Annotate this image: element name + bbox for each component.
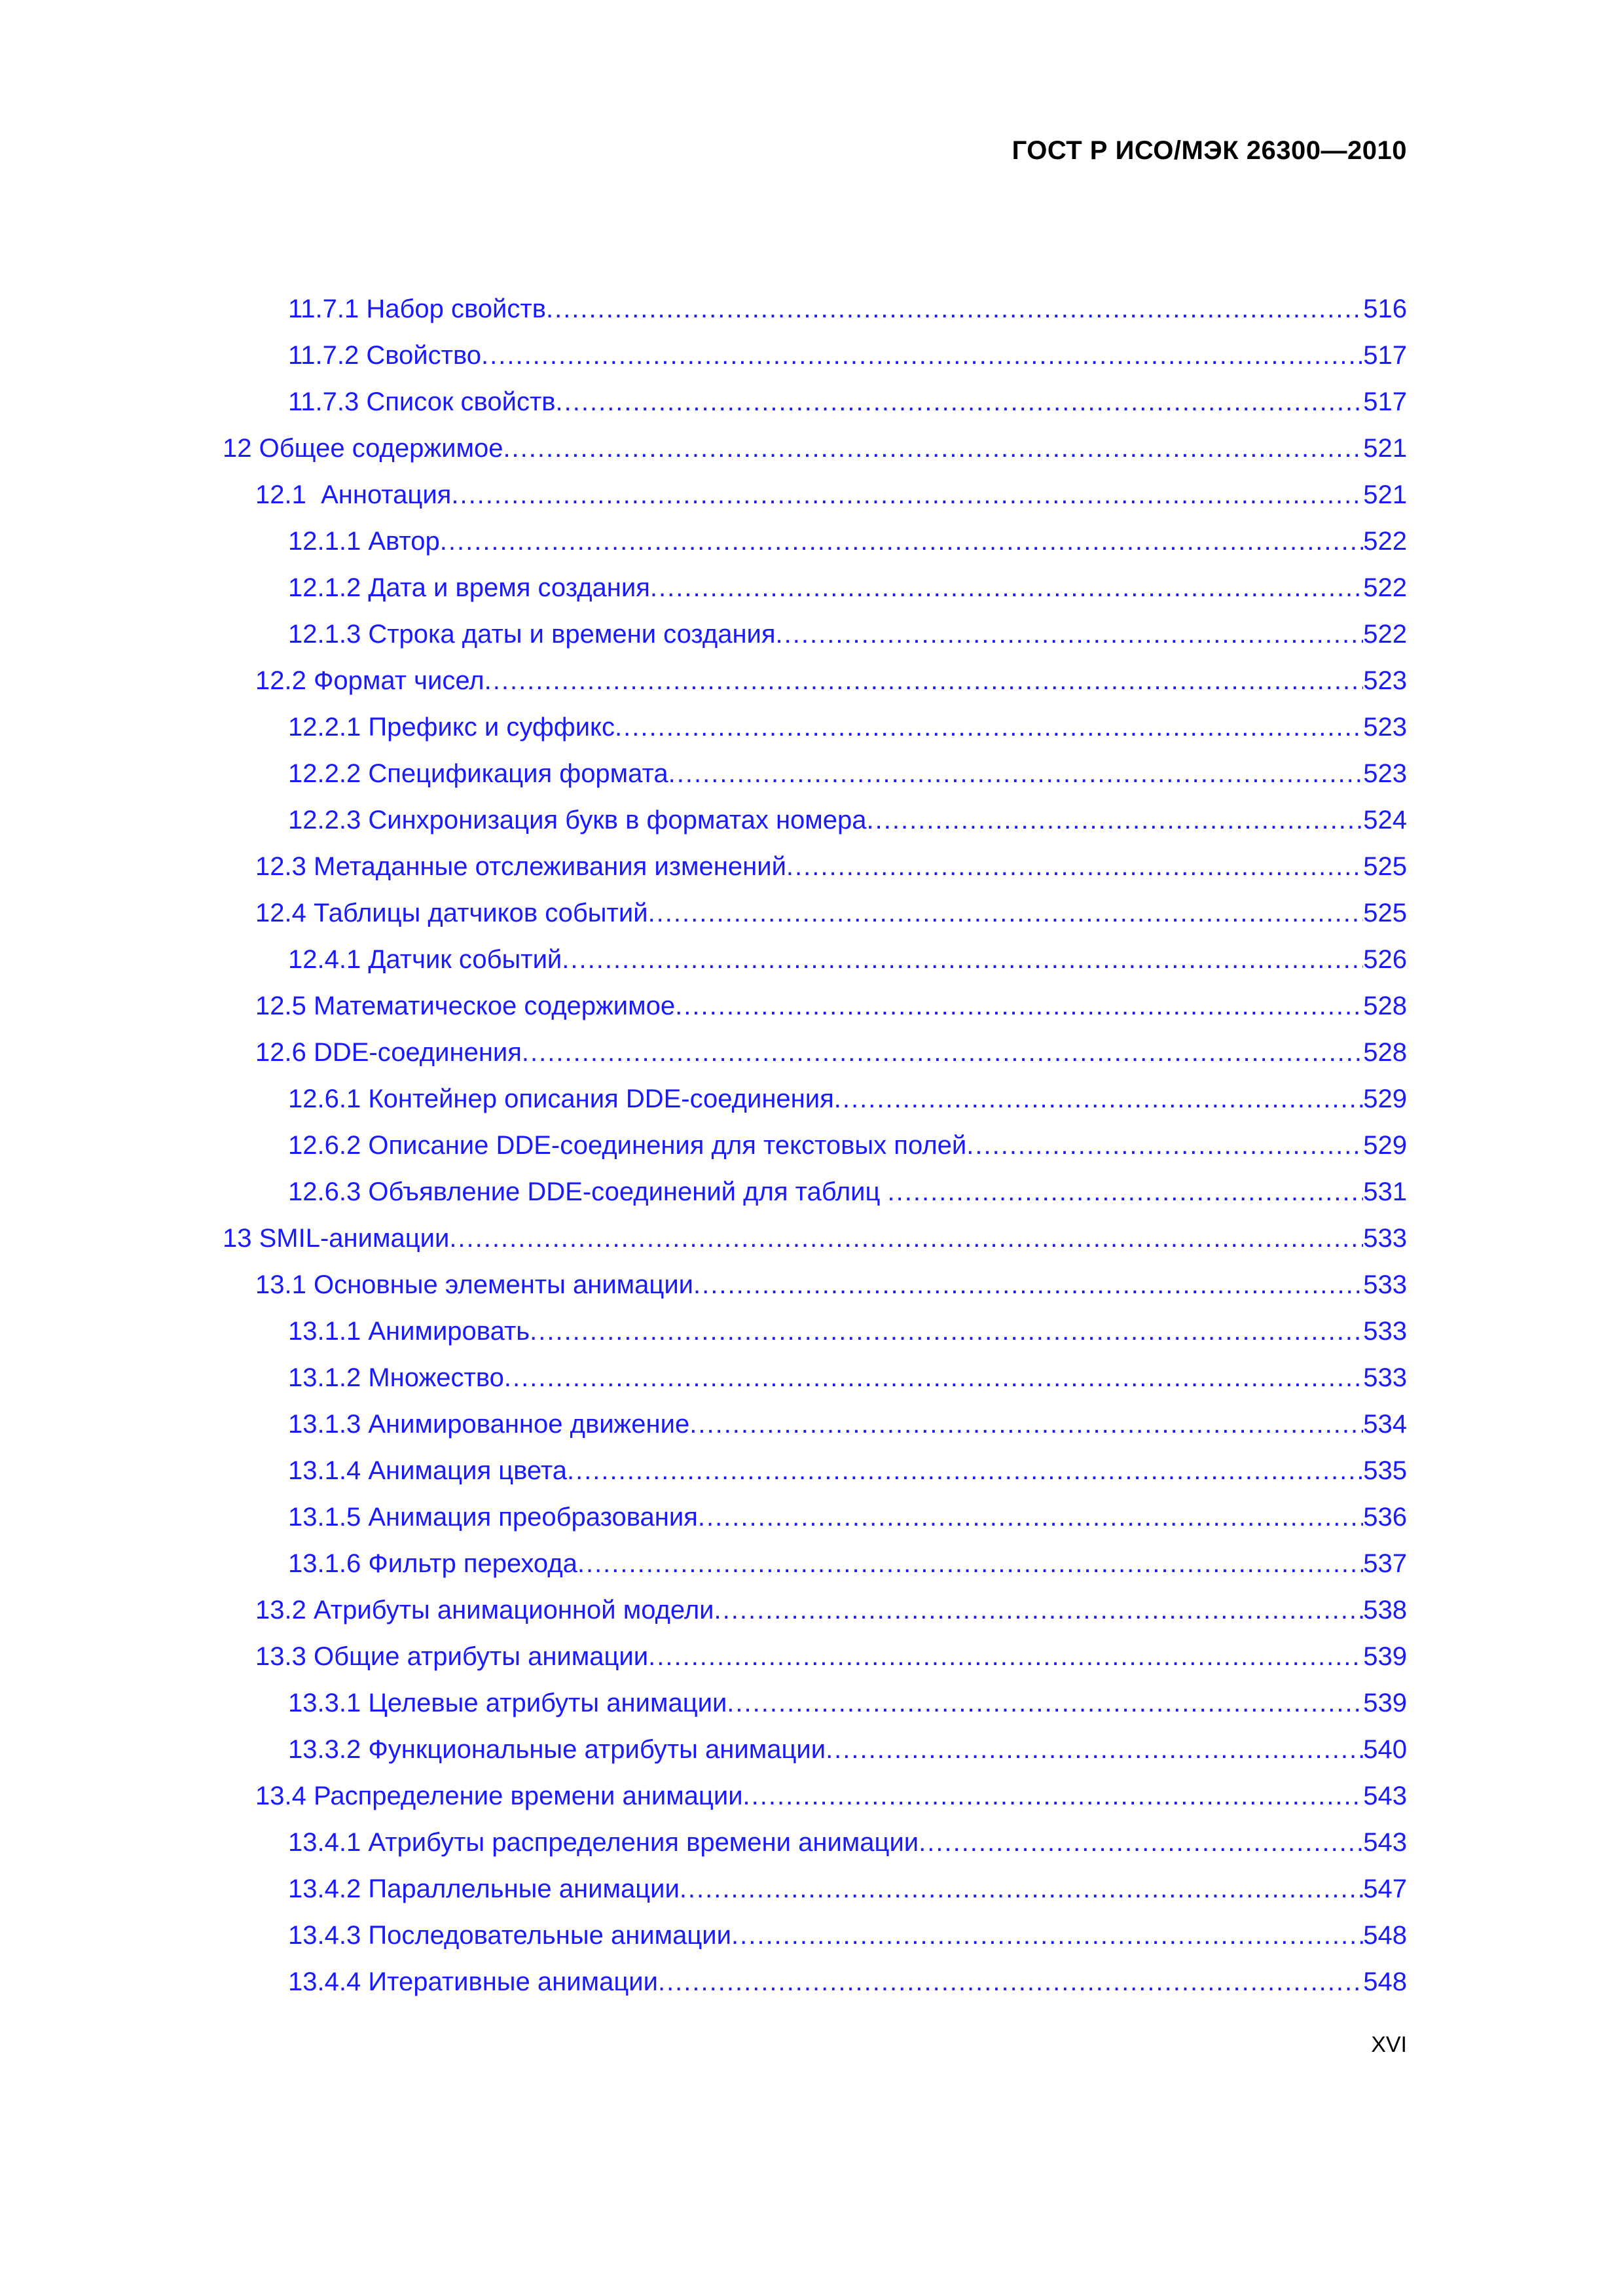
toc-entry-page: 538 [1363,1596,1407,1624]
toc-entry-label: 13.4.2 Параллельные анимации [288,1874,680,1903]
toc-dot-leader [675,983,1363,1030]
toc-entry[interactable] [255,1030,1407,1076]
toc-entry-label: 12.2.2 Спецификация формата [288,759,668,788]
toc-dot-leader [693,1262,1363,1308]
toc-entry-page: 539 [1363,1689,1407,1717]
toc-dot-leader [648,1634,1363,1680]
toc-entry-page: 517 [1363,387,1407,416]
toc-entry[interactable] [288,518,1407,565]
toc-entry-page: 523 [1363,713,1407,742]
toc-dot-leader [658,1959,1363,2005]
toc-dot-leader [449,1215,1363,1262]
document-header: ГОСТ Р ИСО/МЭК 26300—2010 [1012,136,1407,165]
toc-entry[interactable] [288,1727,1407,1773]
toc-dot-leader [668,751,1364,797]
toc-entry[interactable] [288,1680,1407,1727]
toc-entry[interactable] [255,844,1407,890]
toc-entry-label: 12.3 Метаданные отслеживания изменений [255,852,786,881]
toc-dot-leader [867,797,1364,844]
toc-entry-label: 13.3.1 Целевые атрибуты анимации [288,1689,727,1717]
toc-entry-label: 12.1.2 Дата и время создания [288,573,650,602]
toc-entry-label: 13.2 Атрибуты анимационной модели [255,1596,714,1624]
toc-entry-page: 533 [1363,1363,1407,1392]
toc-entry-page: 535 [1363,1456,1407,1485]
toc-entry-label: 12.6.2 Описание DDE-соединения для текстовых полей [288,1131,967,1160]
toc-dot-leader [451,472,1363,518]
toc-entry-label: 13.1.2 Множество [288,1363,504,1392]
toc-entry-label: 13.1.3 Анимированное движение [288,1410,690,1439]
toc-entry-label: 12.1.3 Строка даты и времени создания [288,620,776,649]
toc-dot-leader [731,1912,1363,1959]
toc-entry-page: 534 [1363,1410,1407,1439]
page-number: XVI [1371,2032,1407,2057]
toc-dot-leader [919,1820,1363,1866]
toc-entry-page: 537 [1363,1549,1407,1578]
toc-entry[interactable] [255,1587,1407,1634]
toc-entry-page: 533 [1363,1224,1407,1253]
toc-entry-label: 12.6 DDE-соединения [255,1038,522,1067]
toc-dot-leader [530,1308,1363,1355]
toc-dot-leader [727,1680,1363,1727]
toc-entry[interactable] [288,1169,1407,1215]
toc-dot-leader [615,704,1363,751]
toc-entry-label: 12.1.1 Автор [288,527,440,556]
toc-entry-label: 11.7.3 Список свойств [288,387,556,416]
toc-dot-leader [484,658,1364,704]
toc-entry[interactable] [288,704,1407,751]
toc-entry-label: 13.4.4 Итеративные анимации [288,1967,658,1996]
toc-entry-page: 522 [1363,573,1407,602]
toc-entry-label: 12.6.1 Контейнер описания DDE-соединения [288,1085,834,1113]
toc-entry-label: 13.3 Общие атрибуты анимации [255,1642,649,1671]
toc-entry[interactable] [288,1308,1407,1355]
toc-entry-label: 12.2.1 Префикс и суффикс [288,713,615,742]
toc-entry[interactable] [255,1773,1407,1820]
toc-entry-page: 517 [1363,341,1407,370]
toc-dot-leader [776,611,1364,658]
toc-dot-leader [966,1122,1363,1169]
toc-dot-leader [714,1587,1364,1634]
toc-dot-leader [698,1494,1363,1541]
toc-entry[interactable] [255,1634,1407,1680]
toc-entry-label: 11.7.2 Свойство [288,341,481,370]
toc-entry-page: 536 [1363,1503,1407,1532]
toc-entry-page: 533 [1363,1270,1407,1299]
toc-entry-page: 531 [1363,1177,1407,1206]
toc-entry-label: 12.5 Математическое содержимое [255,992,676,1020]
toc-entry[interactable] [288,1866,1407,1912]
toc-entry-label: 12.6.3 Объявление DDE-соединений для таблиц [288,1177,888,1206]
toc-dot-leader [786,844,1363,890]
toc-entry[interactable] [288,797,1407,844]
toc-entry-label: 13.1.1 Анимировать [288,1317,530,1346]
toc-dot-leader [826,1727,1363,1773]
toc-entry-label: 12 Общее содержимое [223,434,503,463]
toc-entry-page: 547 [1363,1874,1407,1903]
toc-entry[interactable] [255,983,1407,1030]
toc-entry[interactable] [255,1262,1407,1308]
toc-entry[interactable] [288,937,1407,983]
toc-dot-leader [689,1401,1363,1448]
toc-entry[interactable] [288,1448,1407,1494]
toc-entry-page: 528 [1363,1038,1407,1067]
toc-entry-page: 522 [1363,620,1407,649]
toc-entry-page: 529 [1363,1085,1407,1113]
toc-dot-leader [504,1355,1363,1401]
toc-entry-page: 540 [1363,1735,1407,1764]
toc-entry[interactable] [255,658,1407,704]
toc-entry-label: 13.4 Распределение времени анимации [255,1782,743,1810]
toc-dot-leader [648,890,1364,937]
toc-entry[interactable] [288,1401,1407,1448]
toc-entry[interactable] [288,1122,1407,1169]
toc-entry-page: 521 [1363,434,1407,463]
toc-entry-label: 13.1 Основные элементы анимации [255,1270,694,1299]
toc-entry-page: 524 [1363,806,1407,834]
toc-entry[interactable] [288,332,1407,379]
toc-dot-leader [481,332,1363,379]
toc-entry-page: 521 [1363,480,1407,509]
toc-entry-page: 523 [1363,759,1407,788]
toc-entry[interactable] [288,1076,1407,1122]
toc-entry[interactable] [223,425,1407,472]
toc-entry[interactable] [288,1959,1407,2005]
toc-entry[interactable] [288,565,1407,611]
toc-dot-leader [562,937,1363,983]
toc-entry[interactable] [223,1215,1407,1262]
toc-entry-page: 539 [1363,1642,1407,1671]
toc-entry-page: 525 [1363,899,1407,927]
toc-entry-label: 13.1.6 Фильтр перехода [288,1549,577,1578]
toc-entry[interactable] [288,751,1407,797]
toc-entry[interactable] [255,472,1407,518]
toc-entry-page: 516 [1363,295,1407,323]
toc-entry-page: 525 [1363,852,1407,881]
toc-entry-label: 12.4.1 Датчик событий [288,945,562,974]
toc-dot-leader [577,1541,1363,1587]
toc-entry-page: 543 [1363,1782,1407,1810]
toc-entry-page: 548 [1363,1921,1407,1950]
toc-dot-leader [743,1773,1364,1820]
toc-entry-page: 528 [1363,992,1407,1020]
toc-dot-leader [680,1866,1363,1912]
toc-entry-page: 523 [1363,666,1407,695]
toc-entry-page: 526 [1363,945,1407,974]
toc-entry[interactable] [288,1541,1407,1587]
toc-entry[interactable] [288,1355,1407,1401]
toc-entry-label: 13.1.5 Анимация преобразования [288,1503,698,1532]
toc-entry[interactable] [288,1912,1407,1959]
toc-entry-label: 12.2 Формат чисел [255,666,484,695]
toc-entry-page: 543 [1363,1828,1407,1857]
toc-entry-page: 522 [1363,527,1407,556]
toc-entry[interactable] [288,286,1407,332]
toc-dot-leader [440,518,1364,565]
toc-entry[interactable] [288,1820,1407,1866]
toc-entry[interactable] [255,890,1407,937]
toc-entry-label: 11.7.1 Набор свойств [288,295,546,323]
toc-entry-page: 548 [1363,1967,1407,1996]
toc-entry-page: 529 [1363,1131,1407,1160]
toc-entry-label: 12.1 Аннотация [255,480,452,509]
toc-entry-label: 13.3.2 Функциональные атрибуты анимации [288,1735,826,1764]
toc-dot-leader [567,1448,1363,1494]
toc-entry-label: 13.4.1 Атрибуты распределения времени анимации [288,1828,919,1857]
toc-entry-label: 13 SMIL-анимации [223,1224,450,1253]
toc-dot-leader [503,425,1363,472]
toc-entry[interactable] [288,611,1407,658]
toc-entry-page: 533 [1363,1317,1407,1346]
toc-dot-leader [650,565,1363,611]
toc-dot-leader [556,379,1364,425]
toc-entry[interactable] [288,1494,1407,1541]
toc-entry-label: 12.4 Таблицы датчиков событий [255,899,648,927]
toc-dot-leader [522,1030,1363,1076]
toc-entry[interactable] [288,379,1407,425]
toc-dot-leader [546,286,1363,332]
toc-entry-label: 13.1.4 Анимация цвета [288,1456,567,1485]
toc-entry-label: 13.4.3 Последовательные анимации [288,1921,731,1950]
toc-entry-label: 12.2.3 Синхронизация букв в форматах номера [288,806,867,834]
toc-dot-leader [834,1076,1363,1122]
toc-dot-leader [888,1169,1364,1215]
